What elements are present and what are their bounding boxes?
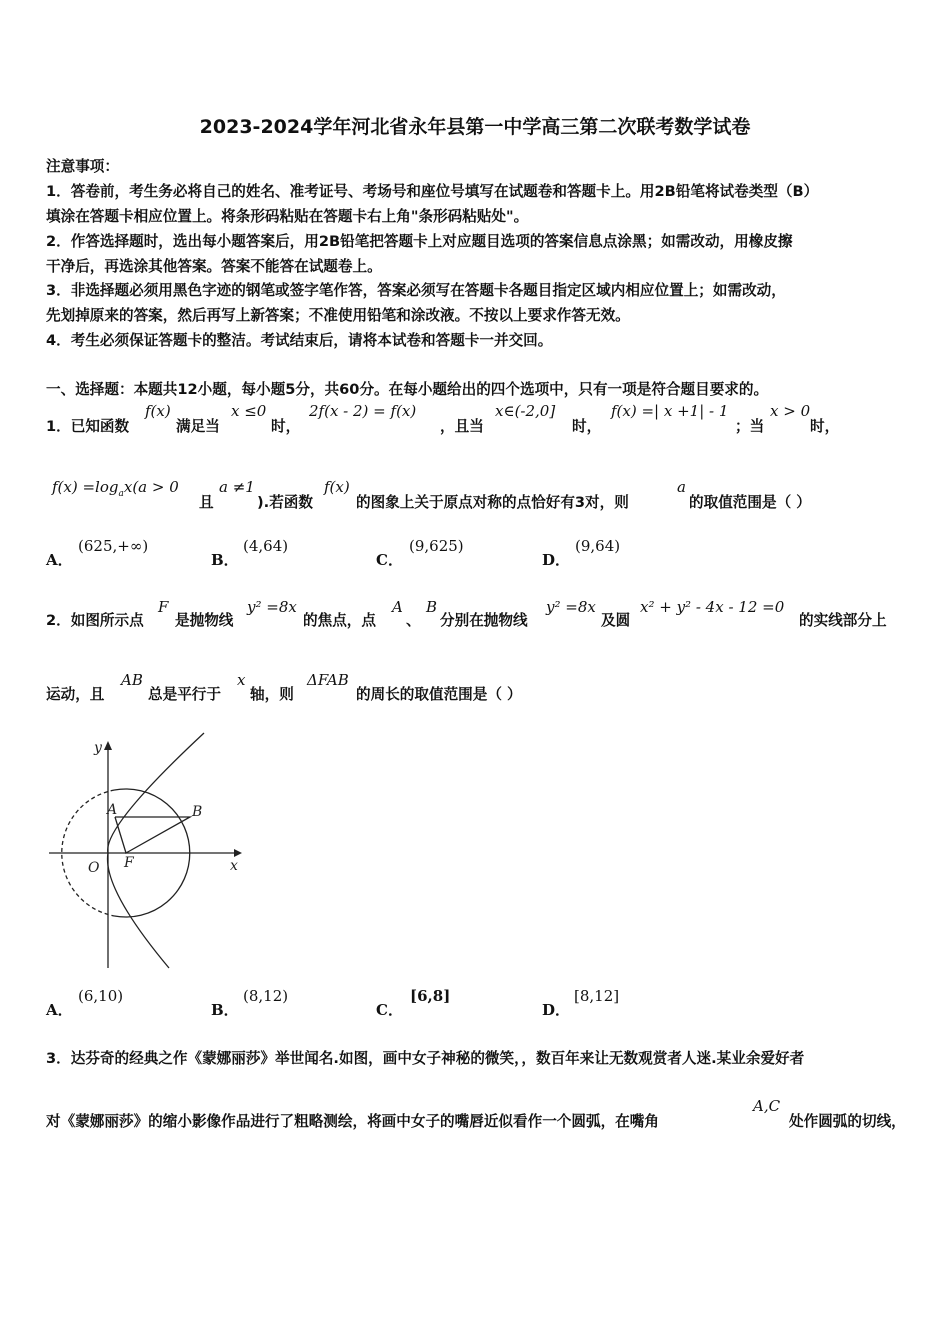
q1-math-cond1: x ≤0 bbox=[231, 402, 267, 420]
q1-option-b-label: B． bbox=[211, 551, 239, 569]
q2-text-11: 的周长的取值范围是（ ） bbox=[356, 686, 522, 703]
q2-math-parabola: y² =8x bbox=[247, 598, 297, 616]
q1-math-abs: f(x) =| x +1| - 1 bbox=[611, 402, 729, 420]
notice-line-4: 干净后，再选涂其他答案。答案不能答在试题卷上。 bbox=[46, 258, 382, 275]
triangle-fab bbox=[115, 817, 190, 853]
q1-text-5: 时， bbox=[572, 418, 602, 435]
q3-math-AC: A,C bbox=[753, 1097, 781, 1115]
q1-math-a: a bbox=[677, 478, 686, 496]
q2-math-B: B bbox=[426, 598, 438, 616]
q1-text-10: 的图象上关于原点对称的点恰好有3对，则 bbox=[356, 494, 629, 511]
q1-text-9: ).若函数 bbox=[257, 494, 313, 511]
q1-option-b-value: (4,64) bbox=[243, 537, 289, 555]
q2-text-4: 、 bbox=[406, 612, 421, 629]
q2-option-a-value: (6,10) bbox=[78, 987, 124, 1005]
q3-line-2b: 处作圆弧的切线， bbox=[789, 1113, 906, 1130]
q1-option-c-value: (9,625) bbox=[409, 537, 464, 555]
q1-option-c-label: C． bbox=[376, 551, 403, 569]
q1-math-cond2: x > 0 bbox=[770, 402, 811, 420]
q1-option-a-label: A． bbox=[46, 551, 73, 569]
q2-text-2: 是抛物线 bbox=[175, 612, 234, 629]
q1-text-7: 时， bbox=[810, 418, 840, 435]
q1-option-d-value: (9,64) bbox=[575, 537, 621, 555]
q1-option-a-value: (625,+∞) bbox=[78, 537, 149, 555]
q2-figure bbox=[44, 728, 256, 974]
page-title: 2023-2024学年河北省永年县第一中学高三第二次联考数学试卷 bbox=[199, 116, 751, 138]
q2-math-AB: AB bbox=[121, 671, 143, 689]
label-F: F bbox=[124, 855, 134, 871]
q1-text-6: ；当 bbox=[735, 418, 765, 435]
notice-line-5: 3．非选择题必须用黑色字迹的钢笔或签字笔作答，答案必须写在答题卡各题目指定区域内相应位置上；如需改动， bbox=[46, 282, 786, 299]
q2-text-7: 的实线部分上 bbox=[799, 612, 887, 629]
notice-line-7: 4．考生必须保证答题卡的整洁。考试结束后，请将本试卷和答题卡一并交回。 bbox=[46, 332, 553, 349]
q2-option-b-value: (8,12) bbox=[243, 987, 289, 1005]
q2-text-1: 2．如图所示点 bbox=[46, 612, 144, 629]
label-O: O bbox=[88, 860, 100, 876]
q1-text-1: 1．已知函数 bbox=[46, 418, 130, 435]
q2-option-c-value: [6,8] bbox=[410, 987, 451, 1005]
notice-line-6: 先划掉原来的答案，然后再写上新答案；不准使用铅笔和涂改液。不按以上要求作答无效。 bbox=[46, 307, 630, 324]
q2-option-c-label: C． bbox=[376, 1001, 403, 1019]
q2-option-d-value: [8,12] bbox=[574, 987, 620, 1005]
q1-math-relation: 2f(x - 2) = f(x) bbox=[309, 402, 417, 420]
q2-text-6: 及圆 bbox=[601, 612, 631, 629]
q2-math-parabola-2: y² =8x bbox=[546, 598, 596, 616]
q1-math-fx2: f(x) bbox=[324, 478, 350, 496]
q2-math-x: x bbox=[237, 671, 246, 689]
q2-option-d-label: D． bbox=[542, 1001, 571, 1019]
q2-text-10: 轴，则 bbox=[250, 686, 294, 703]
q1-text-4: ，且当 bbox=[440, 418, 484, 435]
q2-option-b-label: B． bbox=[211, 1001, 239, 1019]
notice-line-2: 填涂在答题卡相应位置上。将条形码粘贴在答题卡右上角"条形码粘贴处"。 bbox=[46, 208, 529, 225]
notice-heading: 注意事项： bbox=[46, 158, 119, 175]
q1-text-11: 的取值范围是（ ） bbox=[689, 494, 811, 511]
q1-option-d-label: D． bbox=[542, 551, 571, 569]
q2-text-3: 的焦点，点 bbox=[303, 612, 376, 629]
q2-math-A: A bbox=[392, 598, 403, 616]
notice-line-3: 2．作答选择题时，选出每小题答案后，用2B铅笔把答题卡上对应题目选项的答案信息点涂黑；如需改动，用橡皮擦 bbox=[46, 233, 793, 250]
label-y: y bbox=[94, 740, 102, 756]
q2-math-triangle: ΔFAB bbox=[307, 671, 349, 689]
q3-line-2a: 对《蒙娜丽莎》的缩小影像作品进行了粗略测绘，将画中女子的嘴唇近似看作一个圆弧，在嘴角 bbox=[46, 1113, 659, 1130]
q2-option-a-label: A． bbox=[46, 1001, 73, 1019]
q1-text-3: 时， bbox=[271, 418, 301, 435]
q3-line-1: 3．达芬奇的经典之作《蒙娜丽莎》举世闻名.如图，画中女子神秘的微笑，，数百年来让无数观赏者人迷.某业余爱好者 bbox=[46, 1050, 805, 1067]
q2-math-circle: x² + y² - 4x - 12 =0 bbox=[640, 598, 785, 616]
section-heading: 一、选择题：本题共12小题，每小题5分，共60分。在每小题给出的四个选项中，只有一项是符合题目要求的。 bbox=[46, 381, 769, 398]
q2-math-F: F bbox=[158, 598, 169, 616]
q1-text-8: 且 bbox=[199, 494, 214, 511]
q2-text-9: 总是平行于 bbox=[148, 686, 221, 703]
label-B: B bbox=[192, 804, 203, 820]
y-axis-arrow bbox=[104, 741, 112, 750]
q2-text-8: 运动，且 bbox=[46, 686, 105, 703]
label-A: A bbox=[107, 802, 118, 818]
q1-math-log: $f(x) =\log_ax(a > 0$ bbox=[52, 478, 179, 499]
label-x: x bbox=[230, 858, 238, 874]
q1-math-interval: x∈(-2,0] bbox=[495, 402, 556, 420]
q1-math-fx: f(x) bbox=[145, 402, 171, 420]
q1-text-2: 满足当 bbox=[176, 418, 220, 435]
notice-line-1: 1．答卷前，考生务必将自己的姓名、准考证号、考场号和座位号填写在试题卷和答题卡上。用2B铅笔将试卷类型（B） bbox=[46, 183, 819, 200]
x-axis-arrow bbox=[234, 849, 242, 857]
q2-text-5: 分别在抛物线 bbox=[440, 612, 528, 629]
q1-math-a-neq: a ≠1 bbox=[219, 478, 255, 496]
